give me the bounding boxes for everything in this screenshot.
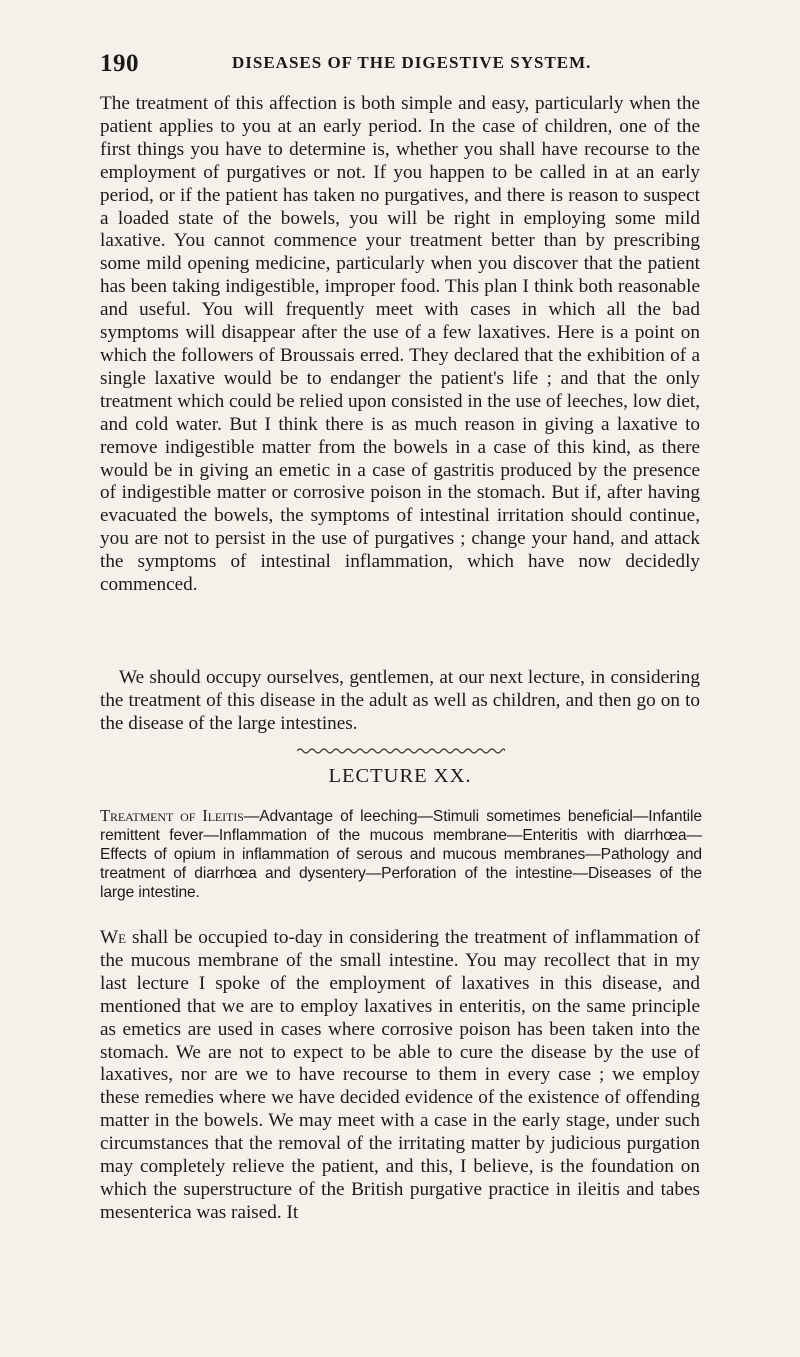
body-lead-word: We [100, 927, 127, 948]
wavy-divider-ornament [297, 747, 505, 755]
body-text: shall be occupied to-day in considering the treatment of inflammation of the mucous membrane of the small intestine. You may recollect that in my last lecture I spoke of the employment of laxatives in this disease, and mentioned that we are to employ laxatives in enteritis, on the same principle as emetics are used in cases where corrosive poison has been taken into the stomach. We are not to expect to be able to cure the disease by the use of laxatives, nor are we to have recourse to them in every case ; we employ these remedies where we have decided evidence of the existence of offending matter in the bowels. We may meet with a case in the early stage, under such circumstances that the removal of the irritating matter by judicious purgation may completely relieve the patient, and this, I believe, is the foundation on which the superstructure of the British purgative practice in ileitis and tabes mesenterica was raised. It [100, 927, 700, 1223]
lecture-synopsis [100, 807, 702, 903]
page-number: 190 [100, 50, 139, 77]
paragraph-next-lecture: We should occupy ourselves, gentlemen, at our next lecture, in considering the treatment of this disease in the adult as well as children, and then go on to the disease of the large intestines. [100, 667, 700, 734]
synopsis-text: —Advantage of leeching—Stimuli sometimes beneficial—Infantile remittent fever—Inflammation of the mucous membrane—Enteritis with diarrhœa—Effects of opium in inflammation of serous and mucous membranes—Pathology and treatment of diarrhœa and dysentery—Perforation of the intestine—Diseases of the large intestine. [100, 808, 702, 901]
wavy-line [297, 749, 505, 753]
synopsis-lead: Treatment of Ileitis [100, 806, 244, 825]
lecture-body-paragraph [100, 927, 700, 1225]
lecture-heading: LECTURE XX. [328, 765, 472, 787]
page-header [100, 50, 710, 80]
paragraph-treatment: The treatment of this affection is both simple and easy, particularly when the patient applies to you at an early period. In the case of children, one of the first things you have to determine is, whether you shall have recourse to the employment of purgatives or not. If you happen to be called in at an early period, or if the patient has taken no purgatives, and there is reason to suspect a loaded state of the bowels, you will be right in employing some mild laxative. You cannot commence your treatment better than by prescribing some mild opening medicine, particularly when you discover that the patient has been taking indigestible, improper food. This plan I think both reasonable and useful. You will frequently meet with cases in which all the bad symptoms will disappear after the use of a few laxatives. Here is a point on which the followers of Broussais erred. They declared that the exhibition of a single laxative would be to endanger the patient's life ; and that the only treatment which could be relied upon consisted in the use of leeches, low diet, and cold water. But I think there is as much reason in giving a laxative to remove indigestible matter from the bowels in a case of this kind, as there would be in giving an emetic in a case of gastritis produced by the presence of indigestible matter or corrosive poison in the stomach. But if, after having evacuated the bowels, the symptoms of intestinal irritation should continue, you are not to persist in the use of purgatives ; change your hand, and attack the symptoms of intestinal inflammation, which have now decidedly commenced. [100, 93, 700, 596]
running-head: DISEASES OF THE DIGESTIVE SYSTEM. [232, 53, 592, 72]
